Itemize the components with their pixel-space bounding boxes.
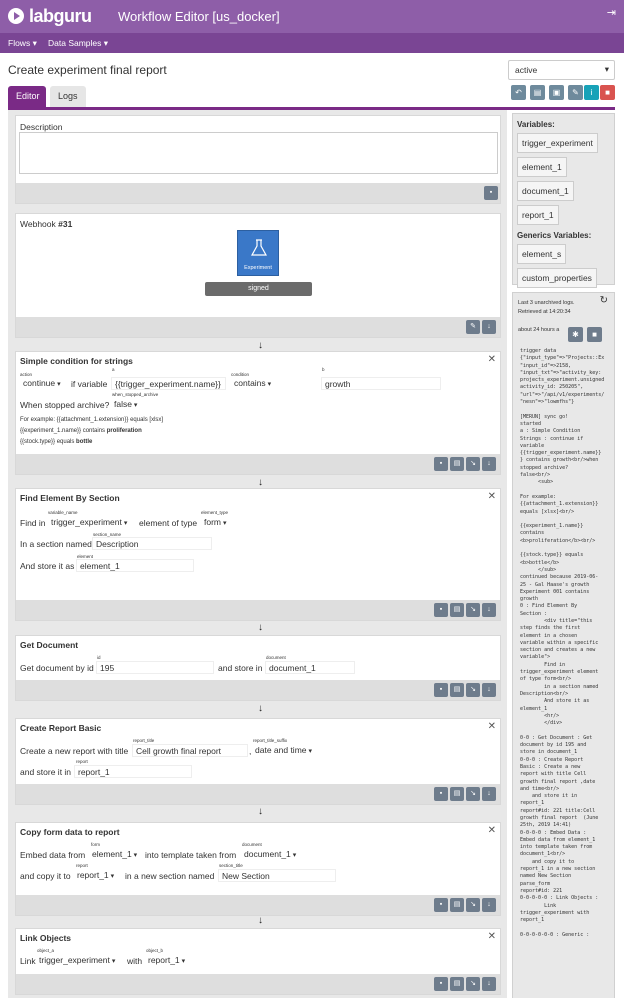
- panel-footer: [16, 183, 500, 203]
- variable-select[interactable]: trigger_experiment ▾: [48, 516, 130, 529]
- branch-icon[interactable]: ↘: [466, 977, 480, 991]
- step-title: Find Element By Section: [20, 493, 120, 503]
- panel-footer: [16, 680, 500, 700]
- save-icon[interactable]: ▪: [434, 603, 448, 617]
- copy-document-icon[interactable]: ▣: [549, 85, 564, 100]
- brand-logo[interactable]: labguru: [29, 6, 92, 26]
- static-text: Get document by id: [20, 663, 94, 673]
- save-icon[interactable]: ▪: [434, 977, 448, 991]
- step-title: Copy form data to report: [20, 827, 120, 837]
- variable-chip[interactable]: report_1: [517, 205, 559, 225]
- report-variable-input[interactable]: report_1: [74, 765, 192, 778]
- status-select[interactable]: active ▾: [508, 60, 615, 80]
- static-text: in a new section named: [125, 871, 215, 881]
- static-text: with: [127, 956, 143, 966]
- static-text: Embed data from: [20, 850, 86, 860]
- variables-panel: [512, 113, 615, 285]
- condition-select[interactable]: contains ▾: [231, 377, 316, 390]
- report-select[interactable]: report_1 ▾: [74, 869, 117, 882]
- flask-icon: [251, 239, 267, 257]
- add-step-icon[interactable]: ↓: [482, 320, 496, 334]
- branch-icon[interactable]: ↘: [466, 457, 480, 471]
- sign-out-icon[interactable]: ⇥: [606, 7, 616, 19]
- flow-arrow-icon: ↓: [258, 806, 263, 817]
- close-icon[interactable]: ✕: [487, 825, 496, 836]
- step-title: Link Objects: [20, 933, 72, 943]
- static-text: ,: [249, 746, 252, 756]
- field-label: report_title: [133, 738, 155, 743]
- document-icon[interactable]: ▤: [450, 977, 464, 991]
- trigger-icon-label: Experiment: [244, 265, 272, 271]
- variable-chip[interactable]: element_1: [517, 157, 567, 177]
- flow-arrow-icon: ↓: [258, 477, 263, 488]
- save-icon[interactable]: ▪: [434, 457, 448, 471]
- panel-footer: [16, 317, 500, 337]
- signed-status-badge: signed: [205, 282, 312, 296]
- webhook-title: Webhook #31: [20, 219, 73, 229]
- nav-flows[interactable]: Flows ▾: [8, 38, 37, 48]
- variables-heading: Variables:: [517, 120, 555, 129]
- archive-select[interactable]: false ▾: [111, 398, 140, 411]
- generic-variable-chip[interactable]: custom_properties: [517, 268, 597, 288]
- experiment-trigger-icon[interactable]: [237, 230, 279, 276]
- create-report-panel: [15, 718, 501, 805]
- tab-logs[interactable]: Logs: [50, 86, 86, 107]
- logs-panel: [512, 292, 615, 998]
- branch-icon[interactable]: ↘: [466, 603, 480, 617]
- field-label: condition: [231, 372, 250, 377]
- field-label: section_title: [219, 863, 243, 868]
- add-step-icon[interactable]: ↓: [482, 457, 496, 471]
- field-label: when_stopped_archive: [112, 392, 159, 397]
- object-a-select[interactable]: trigger_experiment ▾: [36, 954, 118, 967]
- document-icon[interactable]: ▤: [450, 457, 464, 471]
- object-b-select[interactable]: report_1 ▾: [145, 954, 235, 967]
- description-label: Description: [20, 122, 63, 132]
- field-label: document: [266, 655, 286, 660]
- add-step-icon[interactable]: ↓: [482, 898, 496, 912]
- panel-footer: [16, 895, 500, 915]
- field-label: object_a: [37, 948, 55, 953]
- section-title-input[interactable]: New Section: [218, 869, 336, 882]
- field-label: action: [20, 372, 33, 377]
- app-title: Workflow Editor [us_docker]: [118, 9, 280, 24]
- panel-footer: [16, 600, 500, 620]
- add-step-icon[interactable]: ↓: [482, 603, 496, 617]
- action-select[interactable]: continue ▾: [20, 377, 64, 390]
- panel-footer: [16, 974, 500, 994]
- static-text: In a section named: [20, 539, 92, 549]
- trash-icon[interactable]: ■: [587, 327, 602, 342]
- document-icon[interactable]: ▤: [450, 603, 464, 617]
- nav-bar: [0, 33, 624, 53]
- field-label: form: [91, 842, 100, 847]
- flow-arrow-icon: ↓: [258, 340, 263, 351]
- add-step-icon[interactable]: ↓: [482, 683, 496, 697]
- description-textarea[interactable]: [19, 132, 498, 174]
- example-text: {{experiment_1.name}} contains proliferation: [20, 428, 142, 434]
- close-icon[interactable]: ✕: [487, 931, 496, 942]
- edit-icon[interactable]: ✎: [466, 320, 480, 334]
- save-icon[interactable]: ▪: [434, 683, 448, 697]
- report-title-input[interactable]: Cell growth final report: [132, 744, 248, 757]
- document-icon[interactable]: ▤: [530, 85, 545, 100]
- generics-heading: Generics Variables:: [517, 231, 592, 240]
- variable-a-input[interactable]: {{trigger_experiment.name}}: [111, 377, 226, 390]
- document-icon[interactable]: ▤: [450, 898, 464, 912]
- add-step-icon[interactable]: ↓: [482, 977, 496, 991]
- trash-icon[interactable]: ■: [600, 85, 615, 100]
- page-title: Create experiment final report: [8, 63, 167, 77]
- example-text: For example: {{attachment_1.extension}} equals [xlsx]: [20, 417, 164, 423]
- field-label: report: [76, 759, 88, 764]
- undo-icon[interactable]: ↶: [511, 85, 526, 100]
- static-text: Find in: [20, 518, 46, 528]
- link-objects-panel: [15, 928, 501, 995]
- flow-arrow-icon: ↓: [258, 915, 263, 926]
- field-label: report_title_suffix: [253, 738, 288, 743]
- field-label: variable_name: [48, 510, 78, 515]
- branch-icon[interactable]: ↘: [466, 787, 480, 801]
- close-icon[interactable]: ✕: [487, 721, 496, 732]
- step-title: Simple condition for strings: [20, 356, 133, 366]
- branch-icon[interactable]: ↘: [466, 898, 480, 912]
- document-variable-input[interactable]: document_1: [265, 661, 355, 674]
- editor-canvas: [8, 110, 507, 998]
- static-text: Link: [20, 956, 36, 966]
- top-bar: [0, 0, 624, 33]
- logs-summary: Last 3 unarchived logs.: [518, 300, 575, 306]
- step-title: Create Report Basic: [20, 723, 102, 733]
- field-label: document: [242, 842, 262, 847]
- find-element-panel: [15, 488, 501, 621]
- webhook-panel: [15, 213, 501, 338]
- element-type-select[interactable]: form ▾: [201, 516, 263, 529]
- static-text: and store it in: [20, 767, 72, 777]
- refresh-icon[interactable]: ↻: [599, 295, 608, 306]
- document-id-input[interactable]: 195: [96, 661, 214, 674]
- static-text: When stopped archive?: [20, 400, 110, 410]
- description-panel: [15, 115, 501, 204]
- example-text: {{stock.type}} equals bottle: [20, 439, 93, 445]
- wrench-icon[interactable]: ✎: [568, 85, 583, 100]
- asterisk-icon[interactable]: ✱: [568, 327, 583, 342]
- save-icon[interactable]: ▪: [434, 787, 448, 801]
- info-icon[interactable]: i: [584, 85, 599, 100]
- field-label: b: [322, 367, 325, 372]
- title-suffix-select[interactable]: date and time ▾: [252, 744, 315, 757]
- close-icon[interactable]: ✕: [487, 491, 496, 502]
- static-text: element of type: [139, 518, 198, 528]
- condition-panel: [15, 351, 501, 475]
- field-label: object_b: [146, 948, 164, 953]
- field-label: a: [112, 367, 115, 372]
- static-text: And store it as: [20, 561, 75, 571]
- field-label: id: [97, 655, 101, 660]
- static-text: and copy it to: [20, 871, 71, 881]
- generic-variable-chip[interactable]: element_s: [517, 244, 566, 264]
- panel-footer: [16, 784, 500, 804]
- copy-form-panel: [15, 822, 501, 916]
- save-icon[interactable]: ▪: [434, 898, 448, 912]
- logs-retrieved: Retrieved at 14:20:34: [518, 309, 571, 315]
- field-label: report: [76, 863, 88, 868]
- log-timestamp: about 24 hours a: [518, 327, 560, 333]
- logo-icon: [8, 8, 24, 24]
- close-icon[interactable]: ✕: [487, 354, 496, 365]
- static-text: and store in: [218, 663, 263, 673]
- variable-chip[interactable]: trigger_experiment: [517, 133, 598, 153]
- panel-footer: [16, 454, 500, 474]
- get-document-panel: [15, 635, 501, 701]
- flow-arrow-icon: ↓: [258, 703, 263, 714]
- field-label: section_name: [93, 532, 122, 537]
- static-text: into template taken from: [145, 850, 237, 860]
- document-icon[interactable]: ▤: [450, 683, 464, 697]
- field-label: element: [77, 554, 94, 559]
- branch-icon[interactable]: ↘: [466, 683, 480, 697]
- static-text: Create a new report with title: [20, 746, 129, 756]
- static-text: if variable: [71, 379, 108, 389]
- step-title: Get Document: [20, 640, 79, 650]
- document-icon[interactable]: ▤: [450, 787, 464, 801]
- save-icon[interactable]: ▪: [484, 186, 498, 200]
- form-select[interactable]: element_1 ▾: [89, 848, 140, 861]
- tab-editor[interactable]: Editor: [8, 86, 46, 107]
- log-output: trigger data {"input_type"=>"Projects::Ex "input_id"=>2158, "input_txt"=>"activity_key: projects_experiment.unsigned activity_id: 250205", "url"=>"/api/v1/experiments/ "nesn"=>"lowmfhs"} [MERUN] sync go! started a : Simple Condition Strings : continue if variable {{trigger_experiment.name}} } contains growth<br/>when stopped archive? false<br/> <sub> For example: {{attachment_1.extension}} equals [xlsx]<br/> {{experiment_1.name}} contains <b>proliferation</b><br/> {{stock.type}} equals <b>bottle</b> </sub> continued because 2019-06- 25 - Gal Haase's growth Experiment 001 contains growth 0 : Find Element By Section : <div title="this step finds the first element in a chosen variable within a specific section and creates a new variable"> Find in trigger_experiment element of type form<br/> in a section named Description<br/> And store it as element_1 <hr/> </div> 0-0 : Get Document : Get document by id 195 and store in document_1 0-0-0 : Create Report Basic : Create a new report with title Cell growth final report ,date and time<br/> and store it in report_1 report#id: 221 title:Cell growth final report (June 25th, 2019 14:41) 0-0-0-0 : Embed Data : Embed data from element_1 into template taken from document_1<br/> and copy it to report_1 in a new section named New Section parse_form report#id: 221 0-0-0-0-0 : Link Objects : Link trigger_experiment with report_1 0-0-0-0-0-0 : Generic :: [520, 348, 605, 938]
- section-name-input[interactable]: Description: [92, 537, 212, 550]
- document-select[interactable]: document_1 ▾: [241, 848, 299, 861]
- element-name-input[interactable]: element_1: [76, 559, 194, 572]
- field-label: element_type: [201, 510, 229, 515]
- value-b-input[interactable]: growth: [321, 377, 441, 390]
- variable-chip[interactable]: document_1: [517, 181, 574, 201]
- nav-data-samples[interactable]: Data Samples ▾: [48, 38, 109, 48]
- add-step-icon[interactable]: ↓: [482, 787, 496, 801]
- flow-arrow-icon: ↓: [258, 622, 263, 633]
